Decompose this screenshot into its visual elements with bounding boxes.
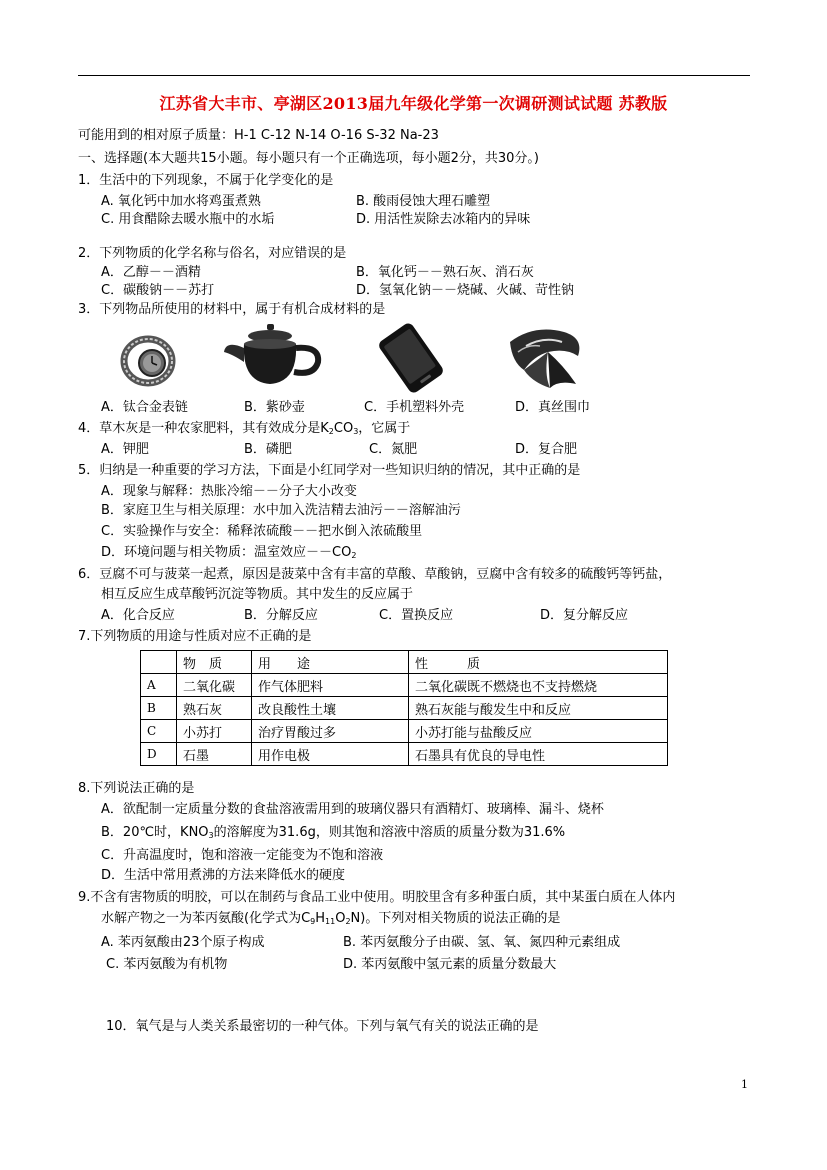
question-3-option-c: C．手机塑料外壳 [364, 400, 465, 415]
question-1-stem: 1．生活中的下列现象，不属于化学变化的是 [78, 173, 334, 188]
table-cell: D [141, 743, 177, 766]
table-cell: 熟石灰 [177, 697, 252, 720]
question-8-option-a: A．欲配制一定质量分数的食盐溶液需用到的玻璃仪器只有酒精灯、玻璃棒、漏斗、烧杯 [101, 802, 604, 817]
page-title: 江苏省大丰市、亭湖区2013届九年级化学第一次调研测试试题 苏教版 [159, 94, 668, 113]
question-6-stem-line2: 相互反应生成草酸钙沉淀等物质。其中发生的反应属于 [101, 587, 414, 602]
table-cell: 小苏打能与盐酸反应 [409, 720, 668, 743]
table-cell: 石墨 [177, 743, 252, 766]
question-2-option-c: C．碳酸钠－－苏打 [101, 283, 215, 298]
question-4-option-d: D．复合肥 [515, 442, 578, 457]
table-cell: 用作电极 [252, 743, 409, 766]
table-row [141, 697, 668, 720]
header-rule [78, 75, 750, 76]
table-cell: 作气体肥料 [252, 674, 409, 697]
question-9-option-b: B. 苯丙氨酸分子由碳、氢、氧、氮四种元素组成 [343, 935, 621, 950]
question-3-stem: 3．下列物品所使用的材料中，属于有机合成材料的是 [78, 302, 386, 317]
question-2-option-b: B．氧化钙－－熟石灰、消石灰 [356, 265, 534, 280]
table-row [141, 674, 668, 697]
question-4-option-c: C．氮肥 [369, 442, 418, 457]
question-5-option-c: C．实验操作与安全：稀释浓硫酸－－把水倒入浓硫酸里 [101, 524, 423, 539]
table-cell: 熟石灰能与酸发生中和反应 [409, 697, 668, 720]
teapot-image [222, 322, 324, 390]
table-cell: A [141, 674, 177, 697]
table-cell: 二氧化碳既不燃烧也不支持燃烧 [409, 674, 668, 697]
question-2-option-d: D．氢氧化钠－－烧碱、火碱、苛性钠 [356, 283, 575, 298]
question-4-stem: 4．草木灰是一种农家肥料，其有效成分是$K_2CO_3$，它属于 [78, 421, 411, 436]
question-9-option-d: D. 苯丙氨酸中氢元素的质量分数最大 [343, 957, 557, 972]
question-3-option-d: D．真丝围巾 [515, 400, 591, 415]
table-cell: 改良酸性土壤 [252, 697, 409, 720]
question-7-stem: 7.下列物质的用途与性质对应不正确的是 [78, 629, 312, 644]
question-8-option-d: D．生活中常用煮沸的方法来降低水的硬度 [101, 868, 346, 883]
scarf-image [504, 322, 586, 390]
question-5-option-a: A．现象与解释：热胀冷缩－－分子大小改变 [101, 484, 357, 499]
question-6-option-b: B．分解反应 [244, 608, 318, 623]
table-header-cell: 物 质 [177, 651, 252, 674]
question-9-option-c: C. 苯丙氨酸为有机物 [106, 957, 228, 972]
watch-image [116, 330, 180, 392]
table-cell: C [141, 720, 177, 743]
question-1-option-a: A. 氧化钙中加水将鸡蛋煮熟 [101, 194, 261, 209]
table-header-cell [141, 651, 177, 674]
question-9-option-a: A. 苯丙氨酸由23个原子构成 [101, 935, 265, 950]
phone-image [377, 323, 445, 393]
question-6-option-d: D．复分解反应 [540, 608, 629, 623]
table-cell: B [141, 697, 177, 720]
question-5-option-d: D．环境问题与相关物质：温室效应$--CO_2$ [101, 545, 357, 560]
question-9-stem-line2: 水解产物之一为苯丙氨酸(化学式为$C_9H_{11}O_2N$)。下列对相关物质的说法正确的是 [101, 911, 561, 926]
question-8-option-b: B．20℃时，$KNO_3$的溶解度为31.6g，则其饱和溶液中溶质的质量分数为31.6% [101, 825, 566, 840]
question-6-option-c: C．置换反应 [379, 608, 454, 623]
question-5-option-b: B．家庭卫生与相关原理：水中加入洗洁精去油污－－溶解油污 [101, 503, 461, 518]
question-4-option-a: A．钾肥 [101, 442, 149, 457]
question-7-table [140, 650, 668, 766]
question-6-option-a: A．化合反应 [101, 608, 175, 623]
question-2-option-a: A．乙醇－－酒精 [101, 265, 201, 280]
question-6-stem-line1: 6．豆腐不可与菠菜一起煮，原因是菠菜中含有丰富的草酸、草酸钠，豆腐中含有较多的硫酸钙等钙盐， [78, 567, 672, 582]
table-cell: 治疗胃酸过多 [252, 720, 409, 743]
question-1-option-d: D. 用活性炭除去冰箱内的异味 [356, 212, 531, 227]
table-cell: 小苏打 [177, 720, 252, 743]
section-heading: 一、选择题(本大题共15小题。每小题只有一个正确选项，每小题2分，共30分。) [78, 151, 539, 166]
question-8-stem: 8.下列说法正确的是 [78, 781, 195, 796]
table-cell: 石墨具有优良的导电性 [409, 743, 668, 766]
question-5-stem: 5．归纳是一种重要的学习方法，下面是小红同学对一些知识归纳的情况，其中正确的是 [78, 463, 581, 478]
table-header-cell: 性 质 [409, 651, 668, 674]
table-header-row [141, 651, 668, 674]
table-cell: 二氧化碳 [177, 674, 252, 697]
question-1-option-c: C. 用食醋除去暖水瓶中的水垢 [101, 212, 275, 227]
question-1-option-b: B. 酸雨侵蚀大理石雕塑 [356, 194, 491, 209]
question-8-option-c: C．升高温度时，饱和溶液一定能变为不饱和溶液 [101, 848, 384, 863]
question-3-option-a: A．钛合金表链 [101, 400, 188, 415]
question-3-option-b: B．紫砂壶 [244, 400, 305, 415]
table-header-cell: 用 途 [252, 651, 409, 674]
question-9-stem-line1: 9.不含有害物质的明胶，可以在制药与食品工业中使用。明胶里含有多种蛋白质，其中某蛋白质在人体内 [78, 890, 676, 905]
question-10-stem: 10．氧气是与人类关系最密切的一种气体。下列与氧气有关的说法正确的是 [106, 1019, 539, 1034]
table-row [141, 720, 668, 743]
question-2-stem: 2．下列物质的化学名称与俗名，对应错误的是 [78, 246, 347, 261]
atomic-masses-line: 可能用到的相对原子质量：H-1 C-12 N-14 O-16 S-32 Na-23 [78, 128, 439, 143]
page-number: 1 [741, 1078, 748, 1091]
question-4-option-b: B．磷肥 [244, 442, 292, 457]
table-row [141, 743, 668, 766]
